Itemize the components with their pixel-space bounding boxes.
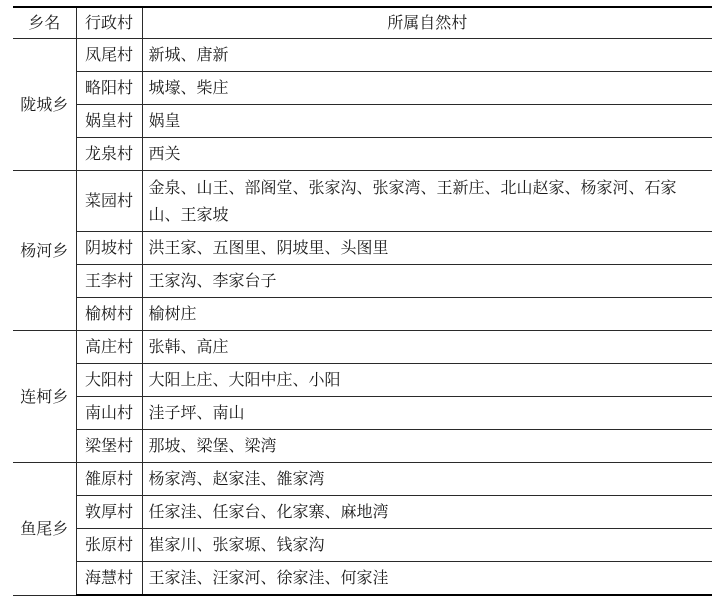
admin-village-cell: 雒原村	[76, 463, 142, 496]
table-row	[13, 232, 712, 265]
table-row	[13, 364, 712, 397]
admin-village-cell: 凤尾村	[76, 39, 142, 72]
town-cell: 鱼尾乡	[13, 463, 76, 596]
admin-village-cell: 阴坡村	[76, 232, 142, 265]
town-cell: 连柯乡	[13, 331, 76, 463]
table-row	[13, 39, 712, 72]
natural-villages-cell: 任家洼、任家台、化家寨、麻地湾	[142, 496, 712, 529]
admin-village-cell: 张原村	[76, 529, 142, 562]
natural-villages-cell: 张韩、高庄	[142, 331, 712, 364]
town-cell: 杨河乡	[13, 171, 76, 331]
admin-village-cell: 略阳村	[76, 72, 142, 105]
admin-village-cell: 高庄村	[76, 331, 142, 364]
natural-villages-cell: 王家洼、汪家河、徐家洼、何家洼	[142, 562, 712, 596]
table-row	[13, 496, 712, 529]
natural-villages-cell: 城壕、柴庄	[142, 72, 712, 105]
table-row	[13, 298, 712, 331]
natural-villages-cell: 金泉、山王、部阁堂、张家沟、张家湾、王新庄、北山赵家、杨家河、石家山、王家坡	[142, 171, 712, 232]
header-admin-village: 行政村	[76, 7, 142, 39]
admin-village-cell: 梁堡村	[76, 430, 142, 463]
admin-village-cell: 南山村	[76, 397, 142, 430]
admin-village-cell: 海慧村	[76, 562, 142, 596]
admin-village-cell: 敦厚村	[76, 496, 142, 529]
admin-village-cell: 榆树村	[76, 298, 142, 331]
table-row	[13, 72, 712, 105]
header-natural-villages: 所属自然村	[142, 7, 712, 39]
table-header-row	[13, 7, 712, 39]
table-row	[13, 562, 712, 596]
table-row	[13, 397, 712, 430]
natural-villages-cell: 洼子坪、南山	[142, 397, 712, 430]
town-cell: 陇城乡	[13, 39, 76, 171]
header-town: 乡名	[13, 7, 76, 39]
admin-village-cell: 娲皇村	[76, 105, 142, 138]
natural-villages-cell: 王家沟、李家台子	[142, 265, 712, 298]
natural-villages-cell: 娲皇	[142, 105, 712, 138]
natural-villages-cell: 榆树庄	[142, 298, 712, 331]
admin-village-cell: 王李村	[76, 265, 142, 298]
table-row	[13, 171, 712, 232]
table-row	[13, 105, 712, 138]
natural-villages-cell: 洪王家、五图里、阴坡里、头图里	[142, 232, 712, 265]
table-row	[13, 265, 712, 298]
natural-villages-cell: 西关	[142, 138, 712, 171]
admin-village-cell: 大阳村	[76, 364, 142, 397]
table-row	[13, 138, 712, 171]
village-table	[13, 6, 712, 596]
table-row	[13, 331, 712, 364]
table-row	[13, 529, 712, 562]
natural-villages-cell: 大阳上庄、大阳中庄、小阳	[142, 364, 712, 397]
natural-villages-cell: 新城、唐新	[142, 39, 712, 72]
natural-villages-cell: 崔家川、张家塬、钱家沟	[142, 529, 712, 562]
natural-villages-cell: 那坡、梁堡、梁湾	[142, 430, 712, 463]
admin-village-cell: 龙泉村	[76, 138, 142, 171]
table-row	[13, 463, 712, 496]
table-row	[13, 430, 712, 463]
admin-village-cell: 菜园村	[76, 171, 142, 232]
natural-villages-cell: 杨家湾、赵家洼、雒家湾	[142, 463, 712, 496]
